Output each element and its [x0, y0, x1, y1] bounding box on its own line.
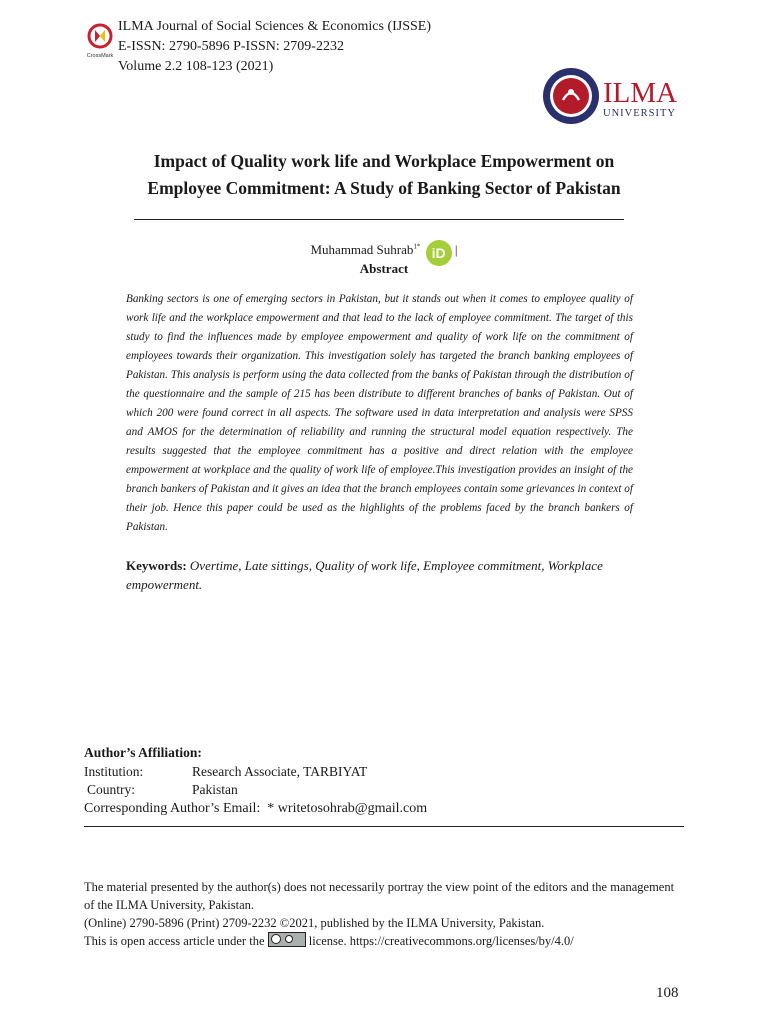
logo-subtext: UNIVERSITY	[603, 108, 676, 119]
country-row	[84, 781, 427, 800]
crossmark-icon[interactable]	[84, 22, 116, 60]
license-line	[84, 932, 684, 950]
copyright-text: (Online) 2790-5896 (Print) 2709-2232 ©2021, published by the ILMA University, Pakistan.	[84, 916, 545, 930]
disclaimer-text: The material presented by the author(s) does not necessarily portray the view point of the editors and the management of the ILMA University, Pakistan.	[84, 880, 675, 912]
license-prefix: This is open access article under the	[84, 934, 265, 948]
footer-note	[84, 878, 684, 950]
country-label: Country:	[87, 782, 136, 797]
email-row	[84, 800, 427, 819]
author-affiliation	[84, 744, 427, 818]
keywords	[126, 556, 633, 594]
abstract-heading: Abstract	[359, 261, 409, 276]
author-line: Muhammad Suhrab$^{1*}$ iD |	[0, 240, 768, 266]
title-divider	[134, 219, 624, 220]
email-value[interactable]: * writetosohrab@gmail.com	[267, 800, 428, 816]
institution-value: Research Associate, TARBIYAT	[192, 763, 368, 779]
country-value: Pakistan	[192, 782, 238, 797]
author-superscript: 1*	[413, 242, 421, 251]
institution-row	[84, 763, 427, 782]
university-logo	[541, 66, 691, 126]
issn-line: E-ISSN: 2790-5896 P-ISSN: 2709-2232	[118, 39, 344, 54]
journal-name: ILMA Journal of Social Sciences & Economics (IJSSE)	[118, 19, 432, 34]
abstract-text: Banking sectors is one of emerging sectors in Pakistan, but it stands out when it comes to employee quality of work life and the workplace empowerment and that lead to the lack of employee commitment. The target of this study to find the influences made by employee empowerment and quality of work life on the commitment of employees towards their organization. This investigation solely has targeted the branch banking employees of Pakistan. This analysis is perform using the data collected from the banks of Pakistan through the distribution of the questionnaire and the sample of 215 has been distribute to different branches of banks of Pakistan. Out of which 200 were found correct in all aspects. The software used in data interpretation and analysis were SPSS and AMOS for the determination of reliability and running the structural model equation respectively. The results suggested that the employee commitment has a positive and direct relation with the employee empowerment at workplace and the quality of work life of employee.This investigation provides an insight of the branch bankers of Pakistan and it gives an idea that the branch employees contain some grievances in context of their job. Hence this paper could be used as the highlights of the problems faced by the branch bankers of Pakistan.	[126, 293, 633, 533]
page-number: 108	[656, 985, 679, 1001]
affiliation-heading: Author’s Affiliation:	[84, 745, 202, 760]
paper-title	[84, 148, 684, 202]
affiliation-divider	[84, 826, 684, 827]
institution-label: Institution:	[84, 763, 144, 779]
orcid-icon[interactable]: iD	[426, 240, 452, 266]
volume-line: Volume 2.2 108-123 (2021)	[118, 59, 274, 74]
email-label: Corresponding Author’s Email:	[84, 800, 261, 816]
crossmark-caption: CrossMark	[86, 53, 114, 59]
keywords-label: Keywords:	[126, 558, 187, 573]
title-line-2: Employee Commitment: A Study of Banking Sector of Pakistan	[147, 178, 621, 198]
title-line-1: Impact of Quality work life and Workplace Empowerment on	[153, 151, 615, 171]
author-name: Muhammad Suhrab	[310, 242, 414, 257]
cc-by-icon	[268, 932, 306, 947]
license-suffix[interactable]: license. https://creativecommons.org/licenses/by/4.0/	[308, 934, 574, 948]
keywords-text: Overtime, Late sittings, Quality of work life, Employee commitment, Workplace empowerment.	[126, 558, 603, 592]
logo-text: ILMA	[603, 77, 678, 109]
